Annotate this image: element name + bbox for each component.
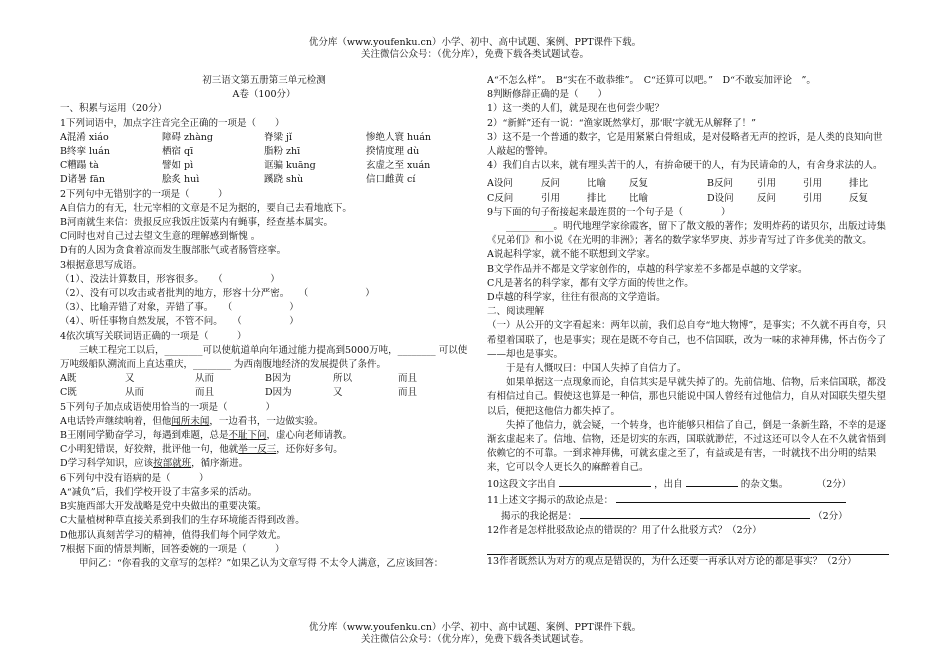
option-line: C凡是著名的科学家，都有文学方面的传世之作。 — [487, 277, 694, 289]
option-cell: A既 — [60, 373, 77, 385]
item-line: 1）这一类的人们，就是现在也何尝少呢？ — [487, 103, 665, 115]
idiom: 不耻下问 — [228, 430, 267, 442]
question-text: 11上述文字揭示的敌论点是： — [487, 494, 614, 506]
question-text: ，出自 — [654, 478, 683, 490]
option-cell: D因为 — [265, 387, 292, 399]
option-cell: 栖宿 qī — [162, 146, 194, 158]
section-heading: 一、积累与运用（20分） — [60, 103, 168, 115]
option-text: A电话铃声继续响着，但他 — [60, 415, 172, 427]
option-cell: 而且 — [195, 387, 215, 399]
option-line — [60, 415, 468, 429]
option-line: D有的人因为贪食着凉而发生腹部胀气或者肠管痉挛。 — [60, 245, 287, 257]
option-cell: 反复 — [629, 178, 649, 190]
option-line — [60, 429, 468, 443]
option-text: ，还你好多句。 — [276, 444, 343, 456]
reading-paragraph: （一）从公开的文字看起来：两年以前，我们总自夸“地大物博”，是事实；不久就不再自夸，只希望着国联了，也是事实；现在是既不夸自己，也不信国联，改为一味的求神拜佛，怀古伤今了——却也是事实。 — [487, 320, 887, 360]
question-text: 的杂文集。 （2分） — [740, 478, 852, 490]
option-text: ，循序渐进。 — [191, 458, 249, 470]
answer-blank[interactable] — [580, 508, 810, 519]
option-line: C大量植树种草直接关系到我们的生存环境能否得到改善。 — [60, 515, 305, 527]
option-cell: 而且 — [398, 373, 418, 385]
option-cell: 所以 — [333, 373, 353, 385]
question-line — [487, 476, 889, 492]
option-text: ，一边看书，一边做实验。 — [209, 415, 324, 427]
option-cell: 反问 — [541, 178, 561, 190]
item-line: 3）这不是一个普通的数字，它是用紧紧白骨组成，是对侵略者无声的控诉，是人类的良知向世人敲起的警钟。 — [487, 131, 883, 158]
question-text: （2分） — [813, 511, 848, 523]
option-cell: 蹊跷 shù — [264, 174, 304, 186]
question-stem: 1下列词语中，加点字注音完全正确的一项是（ ） — [60, 117, 285, 129]
idiom: 举一反三 — [238, 444, 277, 456]
item-line: （1）、没法计算数目，形容很多。 （ ） — [60, 273, 280, 285]
question-stem: 9与下面的句子衔接起来最连贯的一个句子是（ ） — [487, 206, 731, 218]
question-line — [487, 508, 889, 524]
question-stem: 8判断修辞正确的是（ ） — [487, 89, 608, 101]
answer-blank[interactable] — [559, 476, 651, 487]
header-line-1: 优分库（www.youfenku.cn）小学、初中、高中试题、案例、PPT课件下载。 — [308, 37, 642, 48]
option-row — [60, 145, 468, 159]
header-line-2: 关注微信公众号：（优分库），免费下载各类试题试卷。 — [360, 49, 589, 60]
option-cell: 引用 — [803, 178, 823, 190]
option-cell: 比喻 — [629, 192, 649, 204]
option-cell: 脂粉 zhī — [264, 146, 301, 158]
option-cell: 反问 — [757, 192, 777, 204]
question-stem: 6下列句中没有语病的是（ ） — [60, 472, 209, 484]
option-cell: 脍炙 huì — [162, 174, 200, 186]
question-line: 13作者既然认为对方的观点是错误的，为什么还要一再承认对方论的都是事实？（2分） — [487, 555, 857, 567]
option-row — [487, 177, 889, 191]
option-cell: 又 — [125, 373, 135, 385]
option-cell: 譬如 pì — [162, 160, 194, 172]
option-row — [60, 131, 468, 145]
option-row — [60, 386, 468, 400]
reading-paragraph: 失掉了他信力，就会疑，一个转身，也许能够只相信了自己，倒是一条新生路，不幸的是逐渐玄虚起来了。信地、信物，还是切实的东西，国联就渺茫，不过这还可以令人在不久就省悟到依赖它的不可靠。一到求神拜佛，可就玄虚之至了，有益或是有害，一时就找不出分明的结果来，它可以令人更长久的麻醉着自己。 — [487, 419, 887, 474]
option-line: D他那认真刻苦学习的精神，值得我们每个同学效尤。 — [60, 529, 287, 541]
answer-blank[interactable] — [616, 492, 846, 503]
passage: 三峡工程完工以后，________可以使航道单向年通过能力提高到5000万吨，________ 可以使万吨级船队溯流而上直达重庆，________ 为西南腹地经济的发展提供了条件。 — [60, 344, 468, 371]
item-line: （4）、听任事物自然发展，不管不问。 （ ） — [60, 316, 299, 328]
idiom: 按部就班 — [153, 458, 192, 470]
option-line: B文学作品并不都是文学家创作的，卓越的科学家差不多都是卓越的文学家。 — [487, 263, 808, 275]
option-line: D卓越的科学家，往往有很高的文学造诣。 — [487, 292, 666, 304]
option-cell: 诓骗 kuāng — [264, 160, 316, 172]
option-line: B实施西部大开发战略是党中央做出的重要决策。 — [60, 501, 267, 513]
question-text: 10这段文字出自 — [487, 478, 557, 490]
footer-line-1: 优分库（www.youfenku.cn）小学、初中、高中试题、案例、PPT课件下载。 — [308, 622, 642, 633]
question-line — [487, 492, 889, 508]
option-cell: C反问 — [487, 192, 514, 204]
option-text: B王刚同学勤奋学习，每遇到难题，总是 — [60, 430, 229, 442]
option-line: C同时也对自己过去望文生意的理解感到惭愧 。 — [60, 231, 261, 243]
reading-paragraph: 如果单据这一点现象而论，自信其实是早就失掉了的。先前信地、信物，后来信国联，都没有相信过自己。假使这也算是一种信，那也只能说中国人曾经有过他信力，自从对国联失望失望以后，便把这他信力都失掉了。 — [487, 377, 887, 417]
option-cell: C糟蹋 tà — [60, 160, 99, 172]
option-line: A“不怎么样”。 B“实在不敢恭维”。 C“还算可以吧。” D“不敢妄加评论 ”。 — [487, 75, 816, 86]
right-column — [487, 74, 889, 569]
idiom: 闻所未闻 — [171, 415, 210, 427]
option-cell: 引用 — [803, 192, 823, 204]
reading-paragraph: 于是有人慨叹曰：中国人失掉了自信力了。 — [506, 363, 687, 375]
option-cell: 排比 — [587, 192, 607, 204]
item-line: 2）“新鲜”还有一说：“渔家既然掌灯，那‘眠’字就无从解释了！” — [487, 117, 757, 129]
option-cell: 引用 — [757, 178, 777, 190]
option-cell: 玄虚之至 xuán — [366, 160, 431, 172]
option-cell: D诸暑 fān — [60, 174, 105, 186]
option-line — [60, 443, 468, 457]
option-line: B河南就生来信：贵报反应我饭庄饭菜内有蝇事，经查基本属实。 — [60, 217, 333, 229]
answer-blank[interactable] — [686, 476, 738, 487]
option-cell: 揆情度理 dù — [366, 146, 420, 158]
option-cell: 信口雌黄 cí — [366, 174, 416, 186]
option-cell: 从而 — [125, 387, 145, 399]
option-line: A说起科学家，就不能不联想到文学家。 — [487, 249, 656, 261]
option-cell: A混淆 xiáo — [60, 131, 109, 143]
option-row — [60, 159, 468, 173]
option-cell: 从而 — [195, 373, 215, 385]
option-cell: 比喻 — [587, 178, 607, 190]
passage: 甲问乙：“你看我的文章写的怎样？”如果乙认为文章写得 不太令人满意，乙应该回答： — [79, 557, 444, 569]
option-text: C小明犯错误，好狡辩，批评他一句，他就 — [60, 444, 239, 456]
footer-line-2: 关注微信公众号：（优分库），免费下载各类试题试卷。 — [360, 634, 589, 645]
question-stem: 2下列句中无错别字的一项是（ ） — [60, 188, 228, 200]
passage: __________。明代地理学家徐霞客，留下了散文般的著作；发明炸药的诺贝尔，出版过诗集《兄弟们》和小说《在光明的非洲》；著名的数学家华罗庚、苏步青写过了许多优美的散文。 — [487, 221, 887, 247]
option-row — [60, 372, 468, 386]
option-cell: 反复 — [849, 192, 869, 204]
exam-subtitle: A卷（100分） — [232, 89, 296, 101]
item-line: （2）、没有可以攻击或者批判的地方，形容十分严密。 （ ） — [60, 288, 375, 300]
exam-title: 初三语文第五册第三单元检测 — [202, 75, 326, 86]
question-stem: 3根据意思写成语。 — [60, 259, 143, 271]
option-text: D学习科学知识，应该 — [60, 458, 154, 470]
item-line: 4）我们自古以来，就有埋头苦干的人，有拚命硬干的人，有为民请命的人，有舍身求法的人。 — [487, 160, 883, 172]
option-cell: 引用 — [541, 192, 561, 204]
option-cell: C既 — [60, 387, 77, 399]
option-row — [487, 192, 889, 206]
option-cell: B因为 — [265, 373, 291, 385]
option-line: A自信力的有无，壮元宰相的文章是不足为据的，要自己去看地底下。 — [60, 202, 352, 214]
question-line: 12作者是怎样批驳敌论点的错误的？用了什么批驳方式？（2分） — [487, 525, 762, 537]
option-line: A“减负”后，我们学校开设了丰富多采的活动。 — [60, 486, 258, 498]
option-text: ，虚心向老师请教。 — [266, 430, 353, 442]
question-stem: 5下列句子加点成语使用恰当的一项是（ ） — [60, 401, 276, 413]
option-cell: D设问 — [707, 192, 734, 204]
option-cell: 惨绝人寰 huán — [366, 131, 432, 143]
option-row — [60, 173, 468, 187]
question-stem: 7根据下面的情景判断，回答委婉的一项是（ ） — [60, 543, 285, 555]
option-cell: 而且 — [398, 387, 418, 399]
option-cell: B反问 — [707, 178, 733, 190]
item-line: （3）、比喻弄错了对象，弄错了事。 （ ） — [60, 302, 299, 314]
option-cell: 障碍 zhàng — [162, 131, 214, 143]
option-cell: B终挛 luán — [60, 146, 110, 158]
option-cell: 又 — [333, 387, 343, 399]
question-stem: 4依次填写关联词语正确的一项是（ ） — [60, 330, 247, 342]
option-cell: A设问 — [487, 178, 513, 190]
answer-line[interactable] — [487, 541, 889, 555]
section-heading: 二、阅读理解 — [487, 306, 545, 318]
option-cell: 排比 — [849, 178, 869, 190]
question-text: 揭示的我论据是： — [501, 511, 578, 523]
left-column — [60, 74, 468, 571]
option-cell: 脊梁 jǐ — [264, 131, 293, 143]
option-line — [60, 457, 468, 471]
